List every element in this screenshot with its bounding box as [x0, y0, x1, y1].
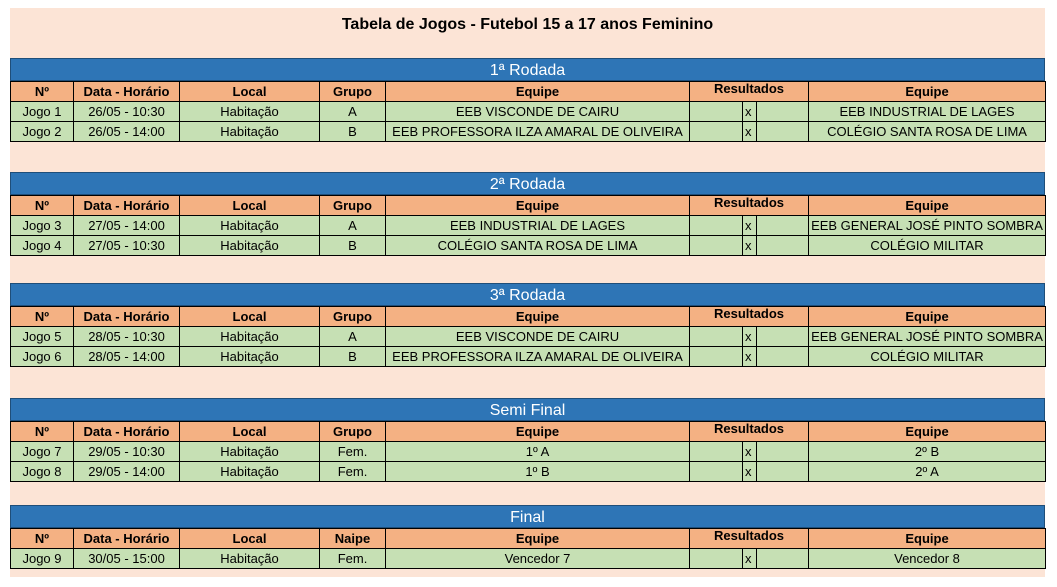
table-row [11, 462, 1046, 482]
game-team2: EEB GENERAL JOSÉ PINTO SOMBRA [809, 327, 1046, 347]
games-table [10, 528, 1046, 569]
round-title: 3ª Rodada [10, 283, 1045, 306]
game-team2: Vencedor 8 [809, 549, 1046, 569]
game-datetime: 28/05 - 10:30 [74, 327, 180, 347]
table-row [11, 216, 1046, 236]
header-team2: Equipe [809, 422, 1046, 442]
score-team1 [690, 462, 743, 482]
header-team2: Equipe [809, 307, 1046, 327]
score-separator: x [743, 347, 757, 367]
game-local: Habitação [180, 549, 320, 569]
header-num: Nº [11, 529, 74, 549]
score-team2 [757, 347, 809, 367]
header-num: Nº [11, 196, 74, 216]
header-row [11, 196, 1046, 216]
game-local: Habitação [180, 442, 320, 462]
score-separator: x [743, 442, 757, 462]
score-team2 [757, 122, 809, 142]
round-title: Semi Final [10, 398, 1045, 421]
game-datetime: 29/05 - 14:00 [74, 462, 180, 482]
game-num: Jogo 9 [11, 549, 74, 569]
score-team2 [757, 327, 809, 347]
games-table [10, 421, 1046, 482]
game-num: Jogo 2 [11, 122, 74, 142]
game-team1: EEB INDUSTRIAL DE LAGES [386, 216, 690, 236]
header-results: Resultados [690, 307, 809, 327]
game-team1: 1º A [386, 442, 690, 462]
header-team1: Equipe [386, 307, 690, 327]
score-team2 [757, 216, 809, 236]
round-block [10, 505, 1045, 569]
table-row [11, 347, 1046, 367]
score-team1 [690, 327, 743, 347]
header-local: Local [180, 422, 320, 442]
game-team1: EEB VISCONDE DE CAIRU [386, 102, 690, 122]
game-group: Fem. [320, 442, 386, 462]
game-team1: 1º B [386, 462, 690, 482]
game-group: A [320, 216, 386, 236]
score-team2 [757, 236, 809, 256]
header-results: Resultados [690, 82, 809, 102]
page-title: Tabela de Jogos - Futebol 15 a 17 anos Feminino [341, 16, 714, 33]
header-row [11, 529, 1046, 549]
table-row [11, 327, 1046, 347]
game-datetime: 27/05 - 10:30 [74, 236, 180, 256]
game-team2: COLÉGIO MILITAR [809, 236, 1046, 256]
score-team1 [690, 216, 743, 236]
header-team1: Equipe [386, 196, 690, 216]
game-local: Habitação [180, 122, 320, 142]
game-team1: EEB PROFESSORA ILZA AMARAL DE OLIVEIRA [386, 347, 690, 367]
game-group: Fem. [320, 462, 386, 482]
header-group: Grupo [320, 422, 386, 442]
header-num: Nº [11, 422, 74, 442]
score-separator: x [743, 462, 757, 482]
game-group: B [320, 236, 386, 256]
header-group: Grupo [320, 307, 386, 327]
score-separator: x [743, 549, 757, 569]
score-team1 [690, 236, 743, 256]
header-num: Nº [11, 82, 74, 102]
game-team1: EEB PROFESSORA ILZA AMARAL DE OLIVEIRA [386, 122, 690, 142]
game-num: Jogo 1 [11, 102, 74, 122]
game-local: Habitação [180, 102, 320, 122]
header-datetime: Data - Horário [74, 82, 180, 102]
game-local: Habitação [180, 347, 320, 367]
score-team1 [690, 549, 743, 569]
header-results: Resultados [690, 422, 809, 442]
game-group: Fem. [320, 549, 386, 569]
game-datetime: 26/05 - 14:00 [74, 122, 180, 142]
game-team2: COLÉGIO MILITAR [809, 347, 1046, 367]
round-block [10, 58, 1045, 142]
header-num: Nº [11, 307, 74, 327]
game-team2: EEB GENERAL JOSÉ PINTO SOMBRA [809, 216, 1046, 236]
header-datetime: Data - Horário [74, 196, 180, 216]
game-num: Jogo 3 [11, 216, 74, 236]
round-block [10, 398, 1045, 482]
score-separator: x [743, 327, 757, 347]
score-team2 [757, 442, 809, 462]
header-results: Resultados [690, 529, 809, 549]
header-datetime: Data - Horário [74, 307, 180, 327]
header-row [11, 422, 1046, 442]
table-row [11, 442, 1046, 462]
score-team1 [690, 442, 743, 462]
header-local: Local [180, 307, 320, 327]
game-datetime: 26/05 - 10:30 [74, 102, 180, 122]
round-block [10, 172, 1045, 256]
game-team1: COLÉGIO SANTA ROSA DE LIMA [386, 236, 690, 256]
header-row [11, 82, 1046, 102]
header-team2: Equipe [809, 82, 1046, 102]
game-num: Jogo 6 [11, 347, 74, 367]
header-local: Local [180, 529, 320, 549]
header-row [11, 307, 1046, 327]
round-block [10, 283, 1045, 367]
score-team2 [757, 549, 809, 569]
table-row [11, 122, 1046, 142]
score-separator: x [743, 122, 757, 142]
game-local: Habitação [180, 236, 320, 256]
game-team1: Vencedor 7 [386, 549, 690, 569]
score-team1 [690, 102, 743, 122]
score-team1 [690, 347, 743, 367]
header-group: Grupo [320, 82, 386, 102]
game-team1: EEB VISCONDE DE CAIRU [386, 327, 690, 347]
round-title: Final [10, 505, 1045, 528]
game-datetime: 27/05 - 14:00 [74, 216, 180, 236]
game-num: Jogo 8 [11, 462, 74, 482]
header-local: Local [180, 196, 320, 216]
game-datetime: 29/05 - 10:30 [74, 442, 180, 462]
header-team1: Equipe [386, 529, 690, 549]
game-group: B [320, 122, 386, 142]
game-group: A [320, 327, 386, 347]
table-row [11, 549, 1046, 569]
score-separator: x [743, 236, 757, 256]
header-team1: Equipe [386, 82, 690, 102]
game-num: Jogo 4 [11, 236, 74, 256]
game-datetime: 28/05 - 14:00 [74, 347, 180, 367]
game-group: B [320, 347, 386, 367]
header-group: Grupo [320, 196, 386, 216]
game-group: A [320, 102, 386, 122]
games-table [10, 81, 1046, 142]
game-num: Jogo 7 [11, 442, 74, 462]
game-team2: COLÉGIO SANTA ROSA DE LIMA [809, 122, 1046, 142]
header-datetime: Data - Horário [74, 422, 180, 442]
header-results: Resultados [690, 196, 809, 216]
game-datetime: 30/05 - 15:00 [74, 549, 180, 569]
game-local: Habitação [180, 327, 320, 347]
header-team1: Equipe [386, 422, 690, 442]
score-team2 [757, 102, 809, 122]
round-title: 2ª Rodada [10, 172, 1045, 195]
header-local: Local [180, 82, 320, 102]
games-table [10, 306, 1046, 367]
game-team2: 2º A [809, 462, 1046, 482]
score-team1 [690, 122, 743, 142]
game-local: Habitação [180, 216, 320, 236]
header-group: Naipe [320, 529, 386, 549]
games-table [10, 195, 1046, 256]
game-team2: EEB INDUSTRIAL DE LAGES [809, 102, 1046, 122]
score-separator: x [743, 102, 757, 122]
header-team2: Equipe [809, 196, 1046, 216]
header-team2: Equipe [809, 529, 1046, 549]
score-team2 [757, 462, 809, 482]
table-row [11, 102, 1046, 122]
score-separator: x [743, 216, 757, 236]
header-datetime: Data - Horário [74, 529, 180, 549]
table-row [11, 236, 1046, 256]
game-num: Jogo 5 [11, 327, 74, 347]
game-local: Habitação [180, 462, 320, 482]
round-title: 1ª Rodada [10, 58, 1045, 81]
spreadsheet [10, 8, 1045, 577]
game-team2: 2º B [809, 442, 1046, 462]
